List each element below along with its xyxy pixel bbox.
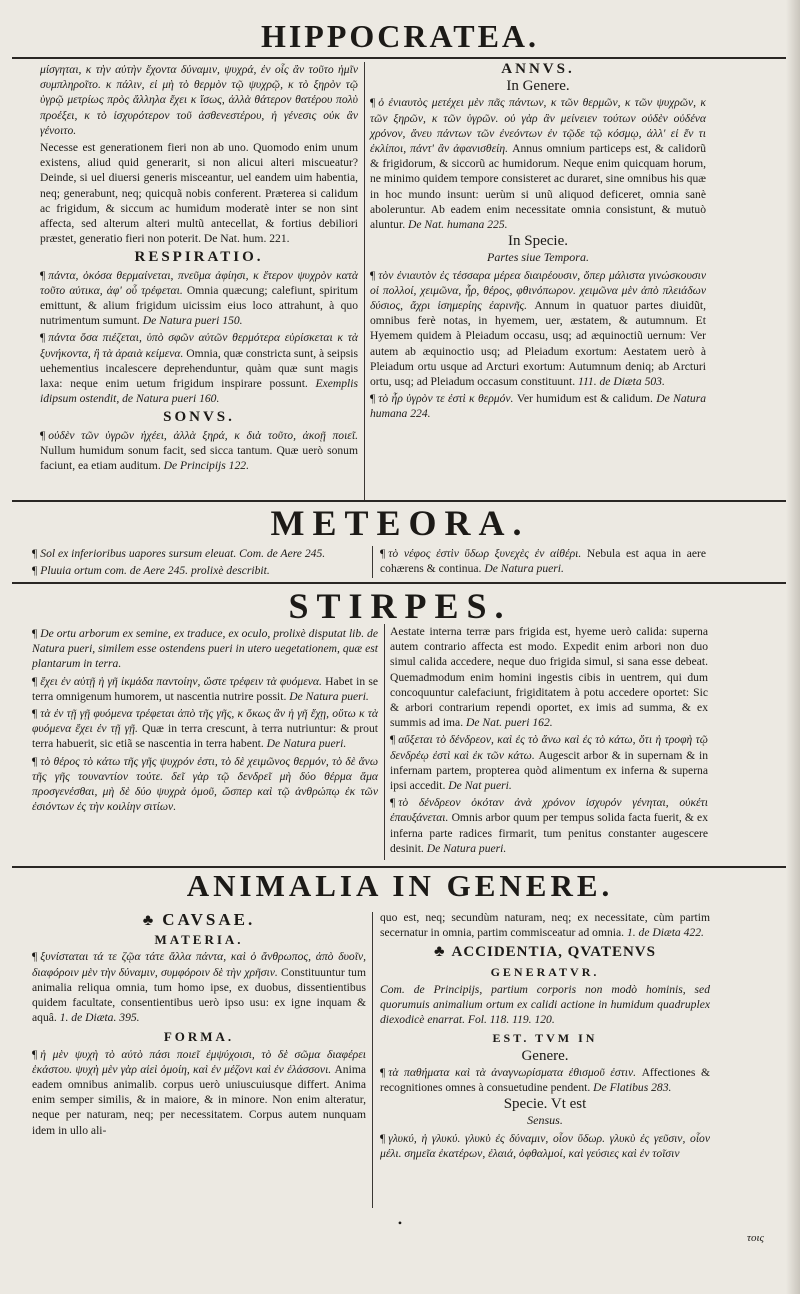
section-rule <box>12 582 788 584</box>
sensus-entry: ¶ γλυκύ, ἡ γλυκύ. γλυκὺ ἐς δύναμιν, οἷον ὕδωρ. γλυκὺ ἐς γεῦσιν, οἷον μέλι. σημεῖα ἐκατέρων, ἐλαιά, ὀφθαλμοί, καὶ γεύσιες καὶ ἐν τοῖσιν <box>380 1131 710 1160</box>
pilcrow-icon: ¶ <box>40 428 46 442</box>
pilcrow-icon: ¶ <box>32 950 38 964</box>
column-divider <box>372 546 373 578</box>
stirpes-entry-1: ¶ De ortu arborum ex semine, ex traduce, ex oculo, prolixè disputat lib. de Natura pueri, similem esse ostendens pueri in utero uegetationem, quæ est plantarum in terra. <box>32 627 378 671</box>
section-title-causae: ♣ CAVSAE. <box>142 910 256 929</box>
column-divider <box>384 624 385 860</box>
section-title-accidentia: ♣ ACCIDENTIA, QVATENVS <box>434 943 656 961</box>
annus-specie-entry: ¶ τὸν ἐνιαυτὸν ἐς τέσσαρα μέρεα διαιρέουσιν, ὅπερ μάλιστα γινώσκουσιν οἱ πολλοί, χειμῶνα, ἦρ, θέρος, φθινόπωρον. χειμῶνα μὲν ἀπὸ πλειάδων δύσιος, ἄχρι ἰσημερίης ἐαρινῆς. Annum in quatuor partes diuidũt, omnibus ferè notas, in hyemem, uer, æstatem, & autumnum. Et Hyemem quidem à Pleiadum occasu, usq; ad æquinoctiũ uernum: Ver autem ab æquinoctio usq; ad Pleiadum exortum: Aestatem uerò à Pleiadum ortu usque ad Arcturi exortum: Autumnum deniq; ab Arcturi ortu, usq; ad Pleiadum occasum constituunt. 111. de Diæta 503. <box>370 268 706 389</box>
annus-ver-entry: ¶ τὸ ἦρ ὑγρὸν τε ἐστὶ κ θερμόν. Ver humidum est & calidum. De Natura humana 224. <box>370 392 707 421</box>
section-title-annus: ANNVS. <box>501 61 575 77</box>
continued-entry: quo est, neq; secundùm naturam, neq; ex necessitate, cùm partim secernatur in omnia, partim commisceatur ad omnia. 1. de Diæta 422. <box>380 911 710 940</box>
pilcrow-icon: ¶ <box>390 733 396 747</box>
stirpes-left <box>32 626 378 816</box>
section-title-meteora: METEORA. <box>270 503 530 543</box>
subtitle-est-tum: EST. TVM IN <box>492 1031 598 1046</box>
stirpes-entry-6: ¶ αὔξεται τὸ δένδρεον, καὶ ἐς τὸ ἄνω καὶ ἐς τὸ κάτω, ὅτι ἡ τροφὴ τῷ δενδρέῳ ἐστὶ καὶ ἐκ τῶν κάτω. Augescit arbor & in supernam & in infernam partem, propterea quòd alimentum ex inferna & superna ipsi accedit. De Nat pueri. <box>390 733 708 793</box>
pilcrow-icon: ¶ <box>32 674 38 688</box>
subtitle-sensus: Sensus. <box>527 1113 563 1128</box>
subtitle-genere: Genere. <box>521 1047 569 1064</box>
pilcrow-icon: ¶ <box>380 1065 386 1079</box>
subtitle-in-specie: In Specie. <box>508 233 568 250</box>
running-head: HIPPOCRATEA. <box>260 18 540 54</box>
column-divider <box>364 62 365 500</box>
section-title-stirpes: STIRPES. <box>288 586 512 626</box>
meteora-left <box>32 546 362 580</box>
meteora-right <box>380 546 706 578</box>
signature-mark: • <box>397 1216 403 1230</box>
pilcrow-icon: ¶ <box>32 627 38 640</box>
trefoil-icon: ♣ <box>142 912 157 929</box>
section-title-sonus: SONVS. <box>163 409 235 426</box>
page-edge-shadow <box>786 0 800 1294</box>
stirpes-entry-2: ¶ ἔχει ἐν αὐτῇ ἡ γῆ ἰκμάδα παντοίην, ὥστε τρέφειν τὰ φυόμενα. Habet in se terra omnigenum humorem, ut nascentia nutrire possit. De Natura pueri. <box>32 674 379 703</box>
column-top-left <box>40 62 358 475</box>
greek-passage: μίσγηται, κ τὴν αὐτὴν ἔχοντα δύναμιν, ψυχρά, ἐν οἷς ἂν τοῦτο ἡμῖν συμπληροῖτο. κ πάλιν, εἰ μὴ τὸ θερμὸν τῷ ψυχρῷ, κ τὸ ξηρὸν τῷ ὑγρῷ μετρίως πρὸς ἄλληλα ἔχει κ ἴσως, ἀλλὰ θάτερον θατέρου πολὺ προέξει, κ τὸ ἰσχυρότερον τοῦ ἀσθενεστέρου, ἡ γένεσις οὐκ ἂν γένοιτο. <box>40 63 358 137</box>
pilcrow-icon: ¶ <box>380 547 386 560</box>
catchword: τοις <box>747 1232 764 1244</box>
animalia-left <box>32 908 366 1140</box>
sonus-entry: ¶ οὐδὲν τῶν ὑγρῶν ἠχέει, ἀλλὰ ξηρά, κ διὰ τοῦτο, ἀκοῇ ποιεῖ. Nullum humidum sonum facit, sed sicca tantum. Quæ uerò sonum faciunt, ea etiam auditum. De Principijs 122. <box>40 428 358 473</box>
meteora-entry-2: ¶ Pluuia ortum com. de Aere 245. prolixè describit. <box>32 564 270 578</box>
column-divider <box>372 912 373 1208</box>
accidentia-entry: Com. de Principijs, partium corporis non modò hominis, sed quorumuis animalium ortum ex calidi actione in humidum quadruplex diexodicè enarrat. Fol. 118. 119. 120. <box>380 982 710 1027</box>
stirpes-entry-3: ¶ τὰ ἐν τῇ γῇ φυόμενα τρέφεται ἀπὸ τῆς γῆς, κ ὅκως ἂν ἡ γῆ ἔχῃ, οὕτω κ τὰ φυόμενα ἔχει ἐν τῇ γῇ. Quæ in terra crescunt, à terra nutriuntur: & prout terra habuerit, sic etiã se nascentia in terra habent. De Natura pueri. <box>32 707 378 751</box>
pilcrow-icon: ¶ <box>32 754 38 768</box>
respiratio-entry-1: ¶ πάντα, ὁκόσα θερμαίνεται, πνεῦμα ἀφίησι, κ ἕτερον ψυχρὸν κατὰ τοῦτο αὐτικα, ἀφ' οὗ τρέφεται. Omnia quæcung; calefiunt, spiritum emittunt, & alium frigidum uicissim eius loco attrahunt, à quo nutrimentum sumunt. De Natura pueri 150. <box>40 268 358 328</box>
column-top-right <box>370 58 706 424</box>
subtitle-materia: MATERIA. <box>154 932 244 948</box>
pilcrow-icon: ¶ <box>32 707 38 721</box>
pilcrow-icon: ¶ <box>370 392 376 406</box>
forma-entry: ¶ ἡ μὲν ψυχὴ τὸ αὐτὸ πάσι ποιεῖ ἐμψύχοισι, τὸ δὲ σῶμα διαφέρει ἑκάστου. ψυχὴ μὲν γὰρ αἰεὶ ὁμοίη, καὶ ἐν μέζονι καὶ ἐν ἐλάσσονι. Anima eadem omnibus animalib. corpus uerò uniuscuiusque differt. Anima enim semper similis, & in maiore, & in minore. Non enim alteratur, neque per naturam, neq; per necessitatem. Corpus autem nunquam idem in ullo ali- <box>32 1047 366 1137</box>
pilcrow-icon: ¶ <box>40 331 46 345</box>
pilcrow-icon: ¶ <box>380 1131 386 1145</box>
meteora-entry-3: ¶ τὸ νέφος ἐστὶν ὕδωρ ξυνεχὲς ἐν αἰθέρι. Nebula est aqua in aere cohærens & continua. De Natura pueri. <box>380 547 707 576</box>
stirpes-entry-4: ¶ τὸ θέρος τὸ κάτω τῆς γῆς ψυχρόν ἐστι, τὸ δὲ χειμῶνος θερμόν, τὸ δὲ ἄνω τῆς γῆς τουναντίον τούτε. δεῖ γὰρ τῷ δενδρεῖ μὴ δύο θέρμα ἅμα προσγενέσθαι, μὴ δὲ δύο ψυχρὰ ὁμοῦ, ὥσπερ καὶ τῷ ἀνθρώπῳ ἐκ τῶν ἐσιόντων ἐς τὴν κοιλίην σιτίων. <box>32 754 378 814</box>
subtitle-generatur: GENERATVR. <box>490 964 600 979</box>
respiratio-entry-2: ¶ πάντα ὅσα πιέζεται, ὑπὸ σφῶν αὐτῶν θερμότερα εὑρίσκεται κ τὰ ξυνήκοντα, ἢ τὰ ἀραιὰ κείμενα. Omnia, quæ constricta sunt, à seipsis uehementius incalescere deprehenduntur, quàm quæ sunt magis laxa: neque enim uetum frigidum inspirare possunt. Exemplis idipsum ostendit, de Natura pueri 160. <box>40 331 358 406</box>
annus-genere-entry: ¶ ὁ ἐνιαυτὸς μετέχει μὲν πᾶς πάντων, κ τῶν θερμῶν, κ τῶν ψυχρῶν, κ τῶν ξηρῶν, κ τῶν ὑγρῶν. οὐ γὰρ ἂν μείνειεν τούτων οὐδὲν οὐδένα χρόνον, ἄνευ πάντων τῶν ἐνεόντων ἐν τῷδε τῷ κόσμῳ, ἀλλ' εἰ ἕν τι ἐκλίποι, πάντ' ἂν ἀφανισθείη. Annus omnium particeps est, & calidorũ & frigidorum, & siccorũ ac humidorum. Neque enim quicquam horum, ne minimo quidem tempore consisteret ac duraret, sine omnibus his quæ in hoc mundo insunt: uerùm si unũ aliquod deficeret, omnia sanè aboleruntur. Ab eadem enim necessitate omnia consistunt, & mutuò aluntur. De Nat. humana 225. <box>370 96 706 232</box>
materia-entry: ¶ ξυνίσταται τά τε ζῷα τάτε ἄλλα πάντα, καὶ ὁ ἄνθρωπος, ἀπὸ δυοῖν, διαφόροιν μὲν τὴν δύναμιν, συμφόροιν δὲ τὴν χρῆσιν. Constituuntur tum animalia reliqua omnia, tum homo ipse, ex duobus, dissentientibus quidem facultate, consentientibus uerò ipso usu: ex igne inquam & aquâ. 1. de Diæta. 395. <box>32 950 366 1025</box>
pilcrow-icon: ¶ <box>40 268 46 282</box>
genere-entry: ¶ τὰ παθήματα καὶ τὰ ἀναγνωρίσματα ἐθισμοῦ ἐστιν. Affectiones & recognitiones omnes à consuetudine pendent. De Flatibus 283. <box>380 1065 710 1095</box>
section-title-respiratio: RESPIRATIO. <box>134 249 264 266</box>
stirpes-right <box>390 624 708 858</box>
stirpes-entry-7: ¶ τὸ δένδρεον ὁκόταν ἀνὰ χρόνον ἰσχυρόν γένηται, οὐκέτι ἐπαυξάνεται. Omnis arbor quum per tempus solida facta fuerit, & ex inferna parte radices firmarit, tum penitus constanter augescere desinit. De Natura pueri. <box>390 796 708 855</box>
meteora-entry-1: ¶ Sol ex inferioribus uapores sursum eleuat. Com. de Aere 245. <box>32 547 326 560</box>
subtitle-forma: FORMA. <box>163 1029 235 1045</box>
pilcrow-icon: ¶ <box>32 564 38 578</box>
latin-passage: Necesse est generationem fieri non ab uno. Quomodo enim unum existens, aliud quid generarit, si non alicui alteri miscueatur? Deinde, si uel diuersi generis misceantur, uel eandem uim habentia, neq; generabunt, neq; quicquã nobis conferent. Præterea si calidum ac frigidum, & siccum ac humidum moderatè inter se non sint affecta, sed alterum alteri multũ antecellat, & fortius debiliori præstet, generatio fieri non poterit. De Nat. hum. 221. <box>40 141 358 246</box>
pilcrow-icon: ¶ <box>32 1047 38 1061</box>
pilcrow-icon: ¶ <box>32 547 38 560</box>
subtitle-partes: Partes siue Tempora. <box>487 250 589 265</box>
pilcrow-icon: ¶ <box>370 96 376 110</box>
subtitle-species: Specie. Vt est <box>503 1096 587 1113</box>
stirpes-entry-5: Aestate interna terræ pars frigida est, hyeme uerò calida: superna autem contrario affecta est modo. Expedit enim arbori non duo simul calida accedere, neque duo frigida simul, si sana esse debeat. Quemadmodum enim homini ingestis cibis in uentrem, qui dum concoquuntur calefaciunt, frigiditatem à potu accedere oportet: Sic & arbori contrarium rependi oportet, ex imis ad summa, & ex summis ad ima. De Nat. pueri 162. <box>390 625 708 730</box>
trefoil-icon: ♣ <box>434 943 446 961</box>
section-title-animalia: ANIMALIA IN GENERE. <box>186 868 614 903</box>
pilcrow-icon: ¶ <box>370 268 376 282</box>
animalia-right <box>380 910 710 1163</box>
subtitle-in-genere: In Genere. <box>506 78 570 95</box>
pilcrow-icon: ¶ <box>390 796 396 810</box>
